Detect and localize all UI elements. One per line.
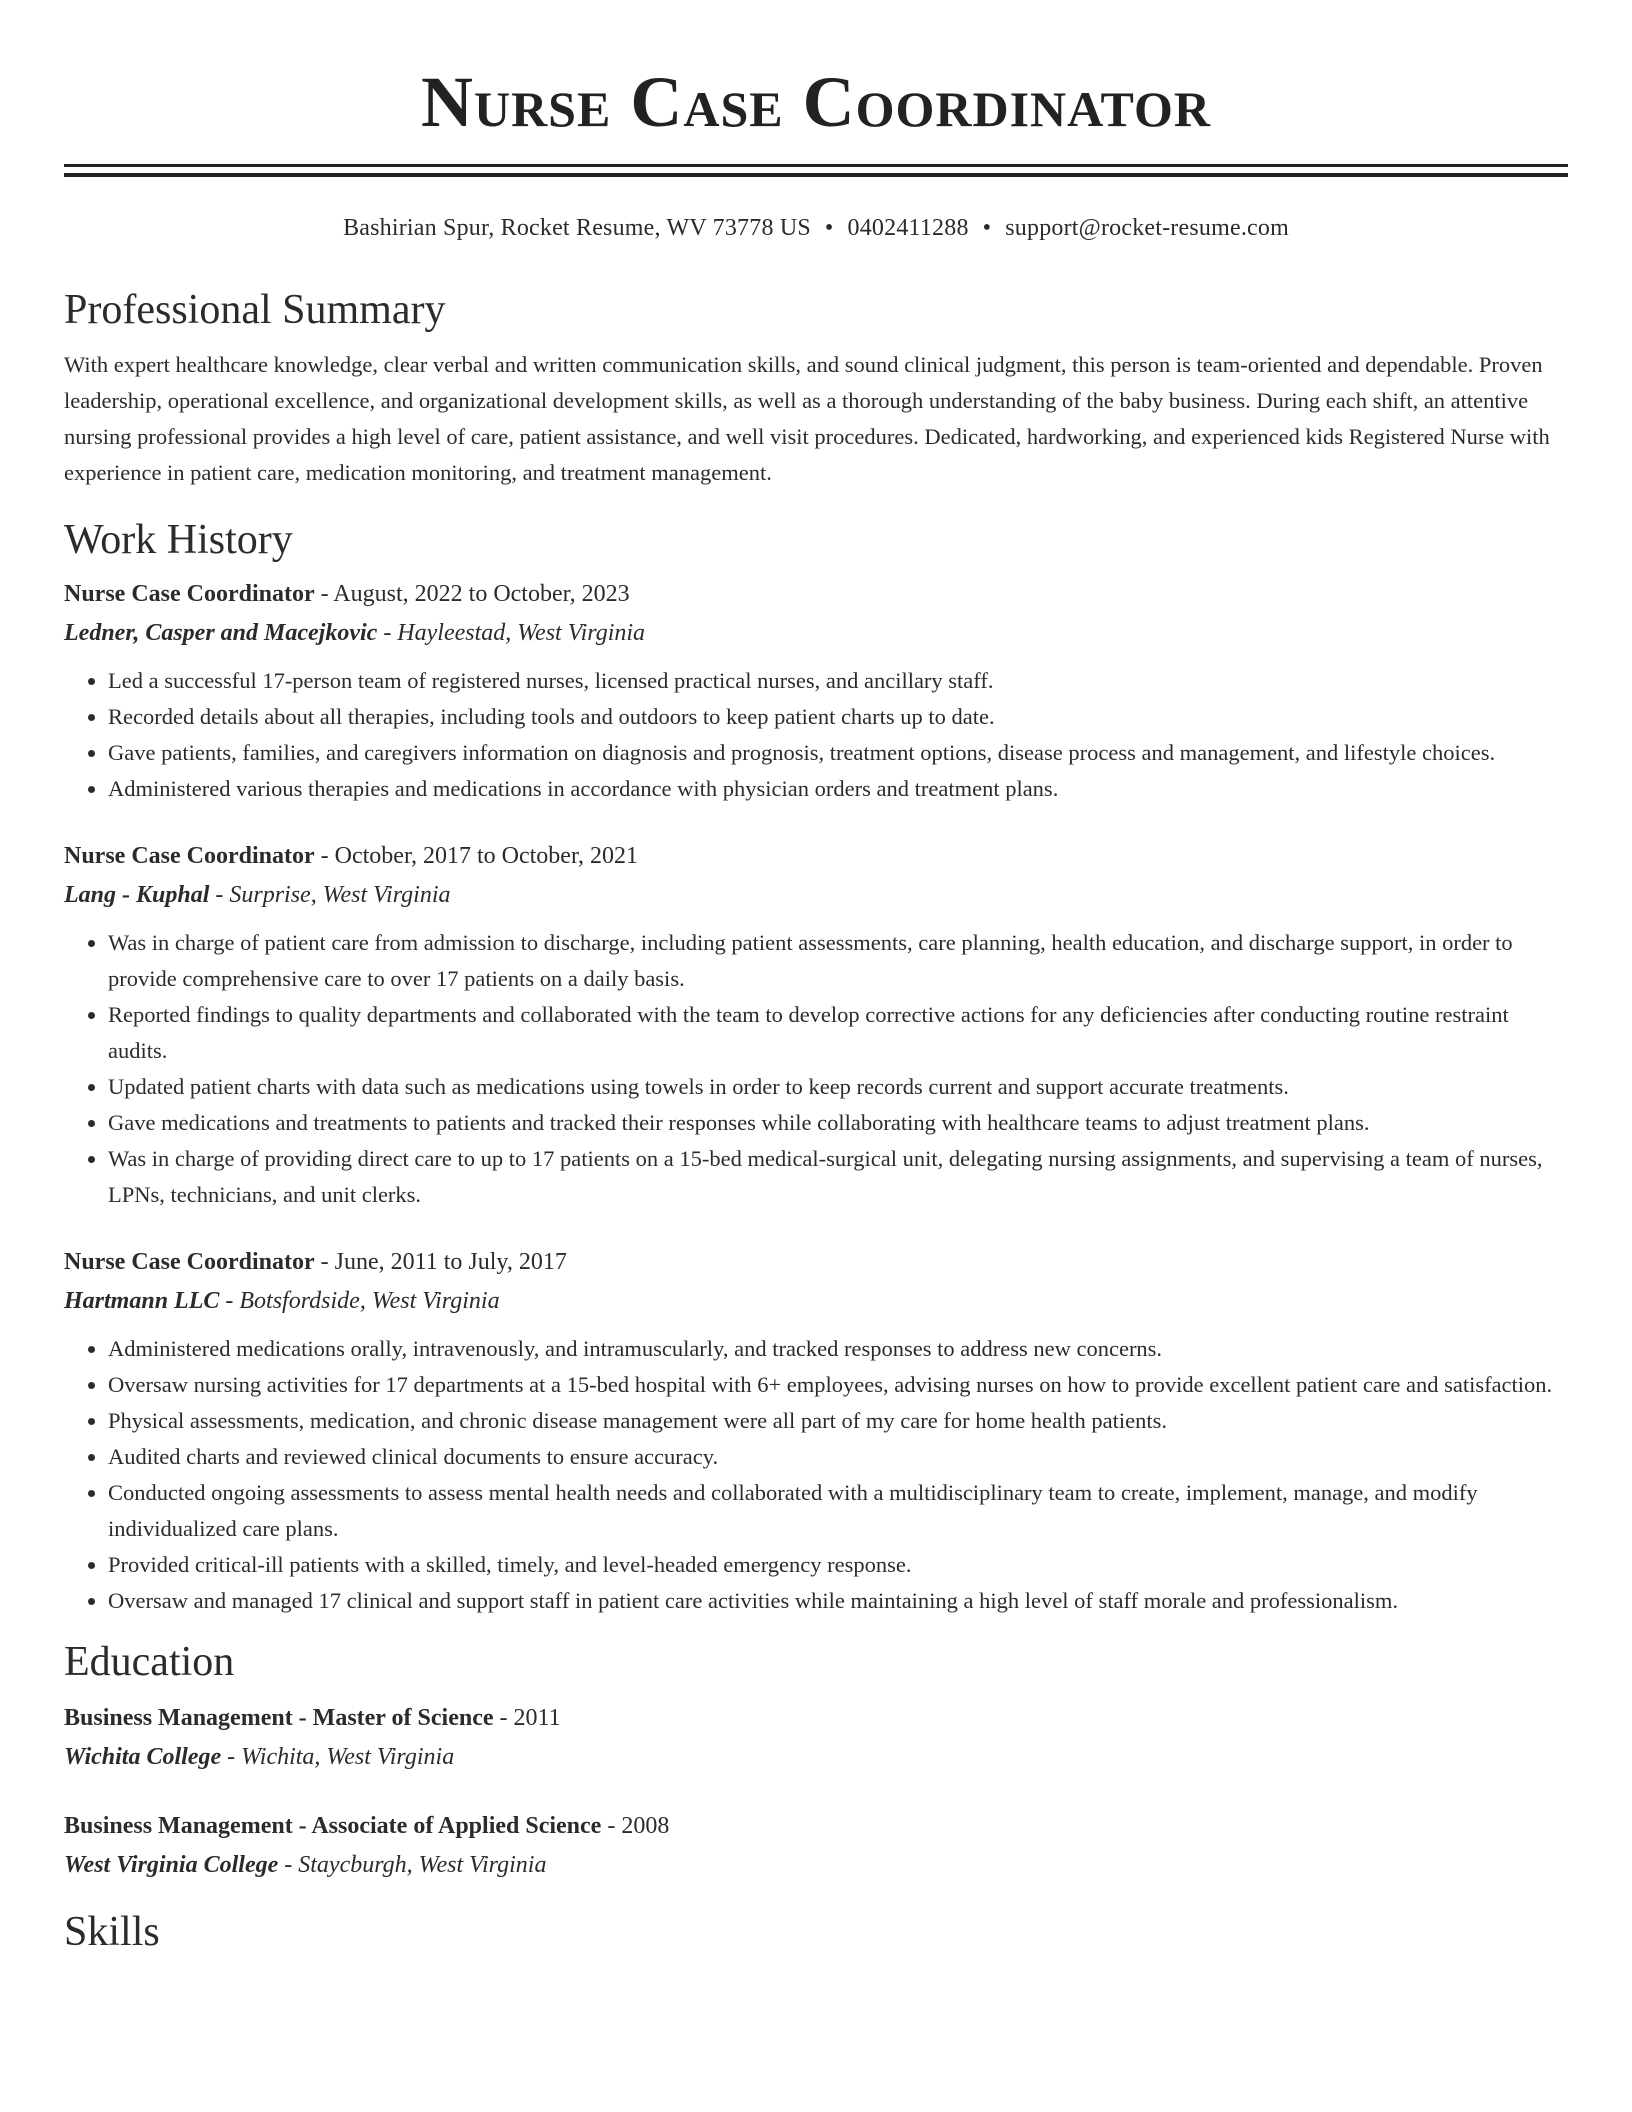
job-title-line [64,837,1568,875]
job-title: Nurse Case Coordinator [64,1249,315,1275]
education-school-line [64,1845,1568,1885]
job-company-line [64,875,1568,915]
contact-email: support@rocket-resume.com [1005,215,1289,241]
contact-line [64,213,1568,243]
job-location: - Hayleestad, West Virginia [377,620,646,646]
job-dates: - June, 2011 to July, 2017 [314,1249,567,1275]
job-company: Lang - Kuphal [64,882,210,908]
title-divider-bottom [64,173,1568,177]
job-bullet: • Physical assessments, medication, and chronic disease management were all part of my care for home health patients. [108,1403,1568,1439]
job-bullet: • Audited charts and reviewed clinical documents to ensure accuracy. [108,1439,1568,1475]
education-entry [64,1699,1568,1777]
job-bullet: • Was in charge of providing direct care to up to 17 patients on a 15-bed medical-surgical unit, delegating nursing assignments, and supervising a team of nurses, LPNs, technicians, and unit clerks. [108,1141,1568,1213]
job-entry [64,837,1568,1213]
work-history-heading: Work History [64,517,293,563]
contact-phone: 0402411288 [847,215,969,241]
summary-text: With expert healthcare knowledge, clear verbal and written communication skills, and sound clinical judgment, this person is team-oriented and dependable. Proven leadership, operational excellence, and organizational development skills, as well as a thorough understanding of the baby business. During each shift, an attentive nursing professional provides a high level of care, patient assistance, and well visit procedures. Dedicated, hardworking, and experienced kids Registered Nurse with experience in patient care, medication monitoring, and treatment management. [64,352,1550,485]
education-location: - Wichita, West Virginia [221,1744,455,1770]
education-degree: Business Management - Associate of Applied Science [64,1813,602,1839]
job-title-line [64,1243,1568,1281]
job-location: - Surprise, West Virginia [209,882,451,908]
job-title-line [64,575,1568,613]
education-degree: Business Management - Master of Science [64,1705,494,1731]
education-degree-line [64,1699,1568,1737]
job-title: Nurse Case Coordinator [64,581,315,607]
job-bullet: • Gave medications and treatments to patients and tracked their responses while collaborating with healthcare teams to adjust treatment plans. [108,1105,1568,1141]
education-entry [64,1807,1568,1885]
contact-separator: • [982,215,992,241]
education-heading: Education [64,1639,235,1685]
education-year: - 2011 [493,1705,561,1731]
education-school-line [64,1737,1568,1777]
job-bullet: • Conducted ongoing assessments to assess mental health needs and collaborated with a multidisciplinary team to create, implement, manage, and modify individualized care plans. [108,1475,1568,1547]
job-bullet: • Recorded details about all therapies, including tools and outdoors to keep patient charts up to date. [108,699,1568,735]
job-bullet: • Administered medications orally, intravenously, and intramuscularly, and tracked responses to address new concerns. [108,1331,1568,1367]
job-bullet: • Gave patients, families, and caregivers information on diagnosis and prognosis, treatment options, disease process and management, and lifestyle choices. [108,735,1568,771]
contact-separator: • [824,215,834,241]
title-divider-top [64,164,1568,167]
job-dates: - August, 2022 to October, 2023 [314,581,630,607]
job-bullets [64,925,1568,1213]
job-bullet: • Oversaw and managed 17 clinical and support staff in patient care activities while maintaining a high level of staff morale and professionalism. [108,1583,1568,1619]
job-dates: - October, 2017 to October, 2021 [314,843,638,869]
education-degree-line [64,1807,1568,1845]
job-bullet: • Reported findings to quality departments and collaborated with the team to develop corrective actions for any deficiencies after conducting routine restraint audits. [108,997,1568,1069]
resume-title: Nurse Case Coordinator [420,62,1212,142]
job-bullet: • Administered various therapies and medications in accordance with physician orders and treatment plans. [108,771,1568,807]
education-school: Wichita College [64,1744,222,1770]
job-title: Nurse Case Coordinator [64,843,315,869]
job-bullet: • Led a successful 17-person team of registered nurses, licensed practical nurses, and ancillary staff. [108,663,1568,699]
job-location: - Botsfordside, West Virginia [219,1288,500,1314]
job-bullet: • Provided critical-ill patients with a skilled, timely, and level-headed emergency response. [108,1547,1568,1583]
contact-address: Bashirian Spur, Rocket Resume, WV 73778 US [343,215,811,241]
job-company: Hartmann LLC [64,1288,220,1314]
job-company: Ledner, Casper and Macejkovic [64,620,378,646]
job-entry [64,1243,1568,1619]
education-year: - 2008 [601,1813,670,1839]
job-bullet: • Updated patient charts with data such as medications using towels in order to keep records current and support accurate treatments. [108,1069,1568,1105]
job-company-line [64,613,1568,653]
job-bullet: • Was in charge of patient care from admission to discharge, including patient assessments, care planning, health education, and discharge support, in order to provide comprehensive care to over 17 patients on a daily basis. [108,925,1568,997]
job-bullets [64,663,1568,807]
job-company-line [64,1281,1568,1321]
job-bullet: • Oversaw nursing activities for 17 departments at a 15-bed hospital with 6+ employees, advising nurses on how to provide excellent patient care and satisfaction. [108,1367,1568,1403]
job-entry [64,575,1568,807]
skills-heading: Skills [64,1909,160,1955]
education-location: - Staycburgh, West Virginia [278,1852,547,1878]
job-bullets [64,1331,1568,1619]
summary-heading: Professional Summary [64,287,446,333]
education-school: West Virginia College [64,1852,279,1878]
